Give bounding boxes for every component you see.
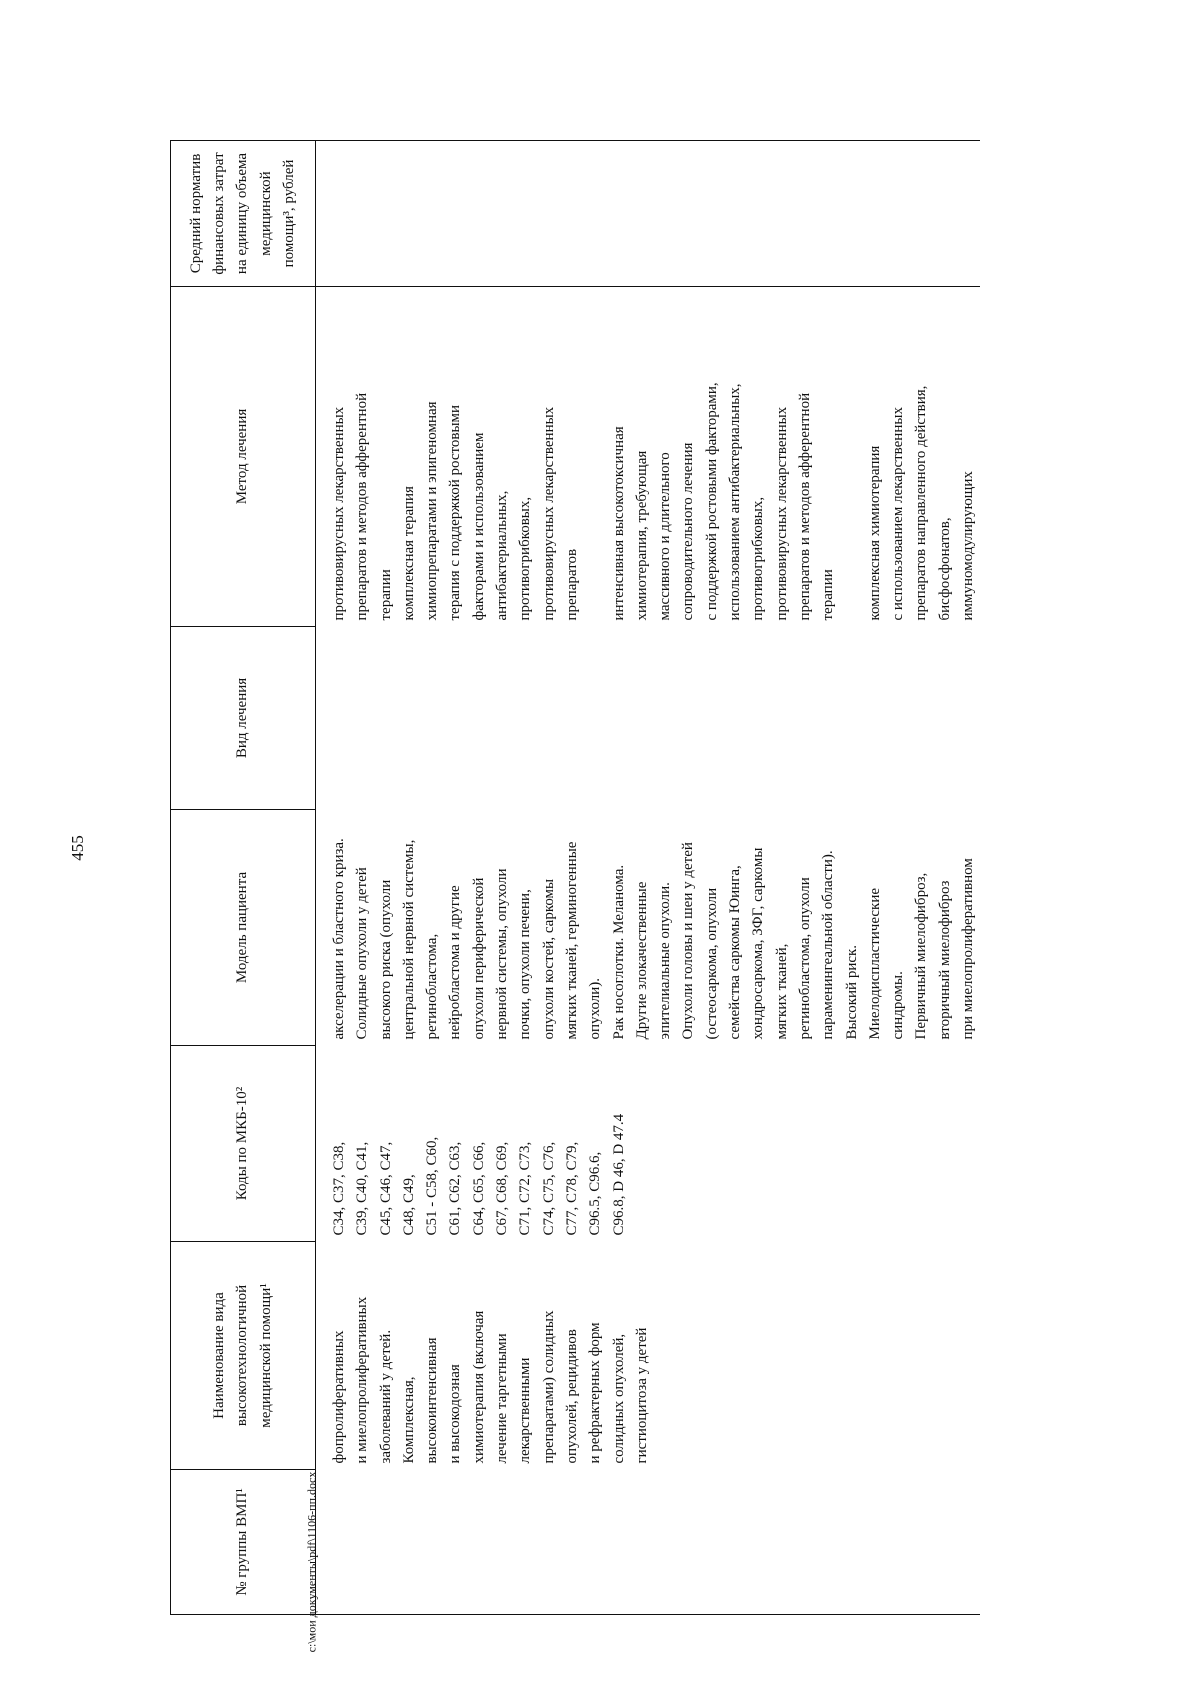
header-treatment-method: Метод лечения	[171, 287, 316, 627]
header-patient-model: Модель пациента	[171, 810, 316, 1046]
header-group-no: № группы ВМП¹	[171, 1470, 316, 1615]
header-average-cost: Средний норматив финансовых затрат на единицу объема медицинской помощи³, рублей	[171, 141, 316, 287]
cell-patient-model: акселерации и бластного криза. Солидные опухоли у детей высокого риска (опухоли центральной нервной системы, ретинобластома, нейробластома и другие опухоли периферической нервной системы, опухоли почки, опухоли печени, опухоли костей, саркомы мягких тканей, герминогенные опухоли). Рак носоглотки. Меланома. Другие злокачественные эпителиальные опухоли. Опухоли головы и шеи у детей (остеосаркома, опухоли семейства саркомы Юинга, хондросаркома, ЗФГ, саркомы мягких тканей, ретинобластома, опухоли параменингеальной области). Высокий риск. Миелодиспластические синдромы. Первичный миелофиброз, вторичный миелофиброз при миелопролиферативном	[331, 838, 977, 1040]
cell-treatment-method: противовирусных лекарственных препаратов и методов афферентной терапии комплексная терапия химиопрепаратами и эпигеномная терапия с поддержкой ростовыми факторами и использованием антибактериальных, противогрибковых, противовирусных лекарственных препаратов интенсивная высокотоксичная химиотерапия, требующая массивного и длительного сопроводительного лечения с поддержкой ростовыми факторами, использованием антибактериальных, противогрибковых, противовирусных лекарственных препаратов и методов афферентной терапии комплексная химиотерапия с использованием лекарственных препаратов направленного действия, бисфосфонатов, иммуномодулирующих	[331, 382, 977, 621]
header-treatment-type: Вид лечения	[171, 627, 316, 810]
cell-treatment-type	[316, 627, 981, 810]
cell-average-cost	[316, 141, 981, 287]
cell-group-no	[316, 1470, 981, 1615]
header-vmp-name: Наименование вида высокотехнологичной медицинской помощи¹	[171, 1242, 316, 1470]
cell-icd-codes: C34, C37, C38, C39, C40, C41, C45, C46, C47, C48, C49, C51 - C58, C60, C61, C62, C63, C64, C65, C66, C67, C68, C69, C71, C72, C73, C74, C75, C76, C77, C78, C79, C96.5, C96.6, C96.8, D 46, D 47.4	[331, 1113, 627, 1236]
table-row	[316, 141, 981, 1615]
table-header-row	[171, 141, 316, 1615]
footer-file-path: c:\мои документы\pdf\1106-пп.docx	[304, 1471, 319, 1653]
vmp-table	[170, 140, 980, 1615]
rotated-page-content	[170, 0, 1070, 1660]
header-icd-codes: Коды по МКБ-10²	[171, 1046, 316, 1242]
cell-vmp-name: фопролиферативных и миелопролиферативных заболеваний у детей. Комплексная, высокоинтенсивная и высокодозная химиотерапия (включая лечение таргетными лекарственными препаратами) солидных опухолей, рецидивов и рефрактерных форм солидных опухолей, гистиоцитоза у детей	[331, 1296, 650, 1464]
page-number: 455	[68, 835, 87, 861]
